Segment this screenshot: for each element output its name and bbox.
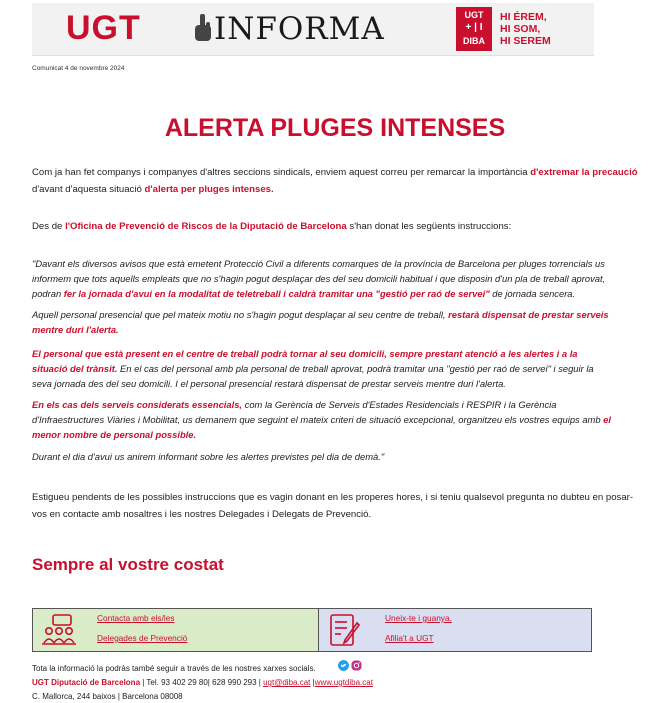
- slogan-line-1: HI ÉREM,: [500, 11, 547, 23]
- quote-paragraph-4: [32, 397, 612, 442]
- intro-p1-text-c: d'avant d'aquesta situació: [32, 184, 145, 195]
- sempre-heading: Sempre al vostre costat: [32, 555, 224, 574]
- prevention-delegates-link[interactable]: Delegades de Prevenció: [97, 633, 188, 643]
- header-banner: [32, 3, 594, 56]
- intro-paragraph-1: [32, 164, 638, 198]
- ugt-diba-badge: [456, 7, 492, 51]
- slogan-line-2: HI SOM,: [500, 23, 541, 35]
- affiliate-ugt-link[interactable]: Afilia't a UGT: [385, 633, 434, 643]
- address: C. Mallorca, 244 baixos | Barcelona 08008: [32, 692, 183, 701]
- separator: |: [310, 678, 315, 687]
- informa-wordmark: INFORMA: [214, 11, 385, 47]
- page-title: ALERTA PLUGES INTENSES: [164, 114, 506, 142]
- intro-p1-text-a: Com ja han fet companys i companyes d'altres seccions sindicals, enviem aquest correu per remarcar la importància: [32, 167, 531, 178]
- join-and-win-link[interactable]: Uneix-te i guanya.: [385, 613, 452, 623]
- quote-paragraph-5: Durant el dia d'avui us anirem informant sobre les alertes previstes pel dia de demà.": [32, 451, 385, 462]
- form-pen-icon: [327, 613, 363, 647]
- phone-numbers: | Tel. 93 402 29 80| 628 990 293 |: [140, 678, 264, 687]
- quote-paragraph-3: [32, 346, 612, 391]
- join-ugt-box: [318, 608, 592, 652]
- quote-p1-highlight: fer la jornada d'avui en la modalitat de teletreball i caldrà tramitar una "gestió per raó de servei": [63, 288, 490, 299]
- contact-delegates-link[interactable]: Contacta amb els/les: [97, 613, 175, 623]
- closing-paragraph: Estigueu pendents de les possibles instruccions que es vagin donant en les properes hores, i si teniu qualsevol pregunta no dubteu en posar-vos en contacte amb nosaltres i les nostres Delegades i Delegats de Prevenció.: [32, 492, 634, 520]
- quote-paragraph-2: [32, 307, 612, 337]
- quote-p2-highlight: restarà dispensat de prestar serveis mentre duri l'alerta.: [32, 309, 609, 335]
- quote-p1-text-c: de jornada sencera.: [489, 288, 576, 299]
- email-link[interactable]: ugt@diba.cat: [263, 678, 311, 687]
- badge-line-1: UGT: [464, 10, 484, 20]
- communique-date: Comunicat 4 de novembre 2024: [32, 65, 125, 72]
- quote-p1-text-a: "Davant els diversos avisos que està emetent Protecció Civil a diferents comarques de la província de Barcelona per pluges torrencials us informem que tots aquells empleats que no s'hagin pogut desplaçar des del seu domicili habitual i que disposin d'un pla de treball aprovat, podran: [32, 258, 606, 299]
- quote-p4-highlight-a: En els cas dels serveis considerats essencials,: [32, 399, 243, 410]
- intro-paragraph-2: [32, 218, 638, 235]
- org-name: UGT Diputació de Barcelona: [32, 678, 141, 687]
- intro-p2-highlight-office: l'Oficina de Prevenció de Riscos de la Diputació de Barcelona: [65, 221, 347, 232]
- slogan: [500, 11, 551, 47]
- quote-p3-text-b: En el cas del personal amb pla personal de treball aprovat, podrà tramitar una "gestió per raó de servei" i seguir la seva jornada des del seu domicili. I el personal presencial restarà dispensat de prestar serveis mentre duri l'alerta.: [32, 363, 594, 389]
- contact-delegates-box: [32, 608, 320, 652]
- intro-p2-text-c: s'han donat les següents instruccions:: [346, 221, 512, 232]
- ugt-logo: UGT: [66, 9, 141, 47]
- slogan-line-3: HI SEREM: [500, 35, 551, 47]
- pointing-hand-icon: [192, 12, 214, 44]
- quote-p3-highlight: El personal que està present en el centre de treball podrà tornar al seu domicili, sempre prestant atenció a les alertes i a la situació del trànsit.: [32, 348, 578, 374]
- website-link[interactable]: www.ugtdiba.cat: [314, 678, 373, 687]
- badge-line-3: DIBA: [463, 36, 485, 46]
- twitter-icon[interactable]: [338, 660, 349, 671]
- intro-p1-highlight-alert: d'alerta per pluges intenses.: [144, 184, 274, 195]
- social-networks-note: Tota la informació la podràs també seguir a través de les nostres xarxes socials.: [32, 664, 316, 673]
- quote-paragraph-1: [32, 256, 612, 301]
- meeting-people-icon: [41, 613, 77, 647]
- instagram-icon[interactable]: [351, 660, 362, 671]
- quote-p2-text-a: Aquell personal presencial que pel mateix motiu no s'hagin pogut desplaçar al seu centre de treball,: [32, 309, 449, 320]
- intro-p2-text-a: Des de: [32, 221, 66, 232]
- badge-line-2: + | I: [465, 22, 483, 33]
- quote-p4-highlight-c: el menor nombre de personal possible.: [32, 414, 611, 440]
- intro-p1-highlight-precaution: d'extremar la precaució: [530, 167, 638, 178]
- contact-line: [32, 678, 373, 687]
- quote-p4-text-b: com la Gerència de Serveis d'Estades Residencials i RESPIR i la Gerència d'Infraestructures Viàries i Mobilitat, us demanem que seguint el mateix criteri de situació excepcional, organitzeu els vostres equips amb: [32, 399, 604, 425]
